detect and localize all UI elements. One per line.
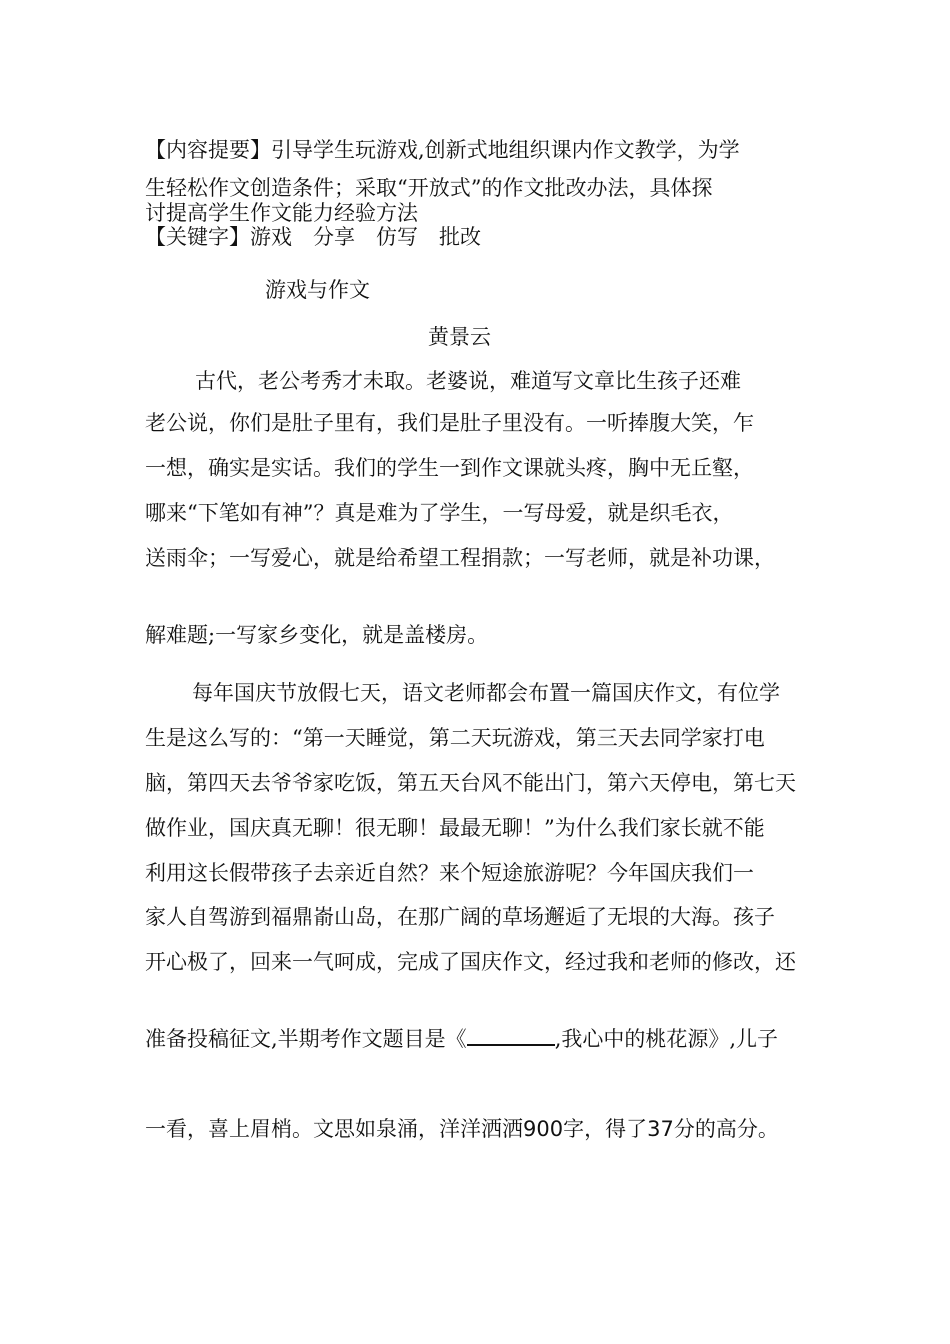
article-author: 黄景云 [428, 325, 491, 349]
line9-part-a: 一看，喜上眉梢。文思如泉涌，洋洋洒洒 [145, 1117, 523, 1141]
paragraph2-line-3: 脑，第四天去爷爷家吃饭，第五天台风不能出门，第六天停电，第七天 [145, 771, 796, 795]
paragraph2-line-4: 做作业，国庆真无聊！很无聊！最最无聊！”为什么我们家长就不能 [145, 816, 765, 840]
paragraph2-line-6: 家人自驾游到福鼎嵛山岛，在那广阔的草场邂逅了无垠的大海。孩子 [145, 905, 775, 929]
paragraph1-line-4: 哪来“下笔如有神”？真是难为了学生，一写母爱，就是织毛衣， [145, 501, 734, 525]
line9-part-b: 字，得了 [563, 1117, 648, 1141]
paragraph2-line-8 [145, 1026, 778, 1052]
paragraph1-line-2: 老公说，你们是肚子里有，我们是肚子里没有。一听捧腹大笑，乍 [145, 411, 754, 435]
line8-before: 准备投稿征文,半期考作文题目是《 [145, 1027, 467, 1051]
paragraph1-line-6: 解难题;一写家乡变化，就是盖楼房。 [145, 623, 489, 647]
paragraph2-line-2: 生是这么写的：“第一天睡觉，第二天玩游戏，第三天去同学家打电 [145, 726, 765, 750]
paragraph2-line-7: 开心极了，回来一气呵成，完成了国庆作文，经过我和老师的修改，还 [145, 950, 796, 974]
line9-part-c: 分的高分。 [673, 1117, 779, 1141]
paragraph2-line-1: 每年国庆节放假七天，语文老师都会布置一篇国庆作文，有位学 [192, 681, 780, 705]
fill-in-blank [467, 1026, 555, 1046]
abstract-line-3: 讨提高学生作文能力经验方法 [145, 201, 418, 225]
paragraph1-line-3: 一想，确实是实话。我们的学生一到作文课就头疼，胸中无丘壑， [145, 456, 754, 480]
paragraph2-line-9 [145, 1116, 779, 1142]
keywords-line: 【关键字】游戏 分享 仿写 批改 [145, 225, 481, 249]
paragraph1-line-5: 送雨伞；一写爱心，就是给希望工程捐款；一写老师，就是补功课， [145, 546, 775, 570]
paragraph2-line-5: 利用这长假带孩子去亲近自然？来个短途旅游呢？今年国庆我们一 [145, 861, 754, 885]
word-count: 900 [523, 1117, 564, 1141]
abstract-line-2: 生轻松作文创造条件；采取“开放式”的作文批改办法，具体探 [145, 176, 713, 200]
abstract-line-1: 【内容提要】引导学生玩游戏,创新式地组织课内作文教学，为学 [145, 138, 740, 162]
paragraph1-line-1: 古代，老公考秀才未取。老婆说，难道写文章比生孩子还难 [195, 369, 741, 393]
score: 37 [647, 1117, 674, 1141]
line8-after: ,我心中的桃花源》,儿子 [554, 1027, 779, 1051]
article-title: 游戏与作文 [265, 278, 370, 302]
